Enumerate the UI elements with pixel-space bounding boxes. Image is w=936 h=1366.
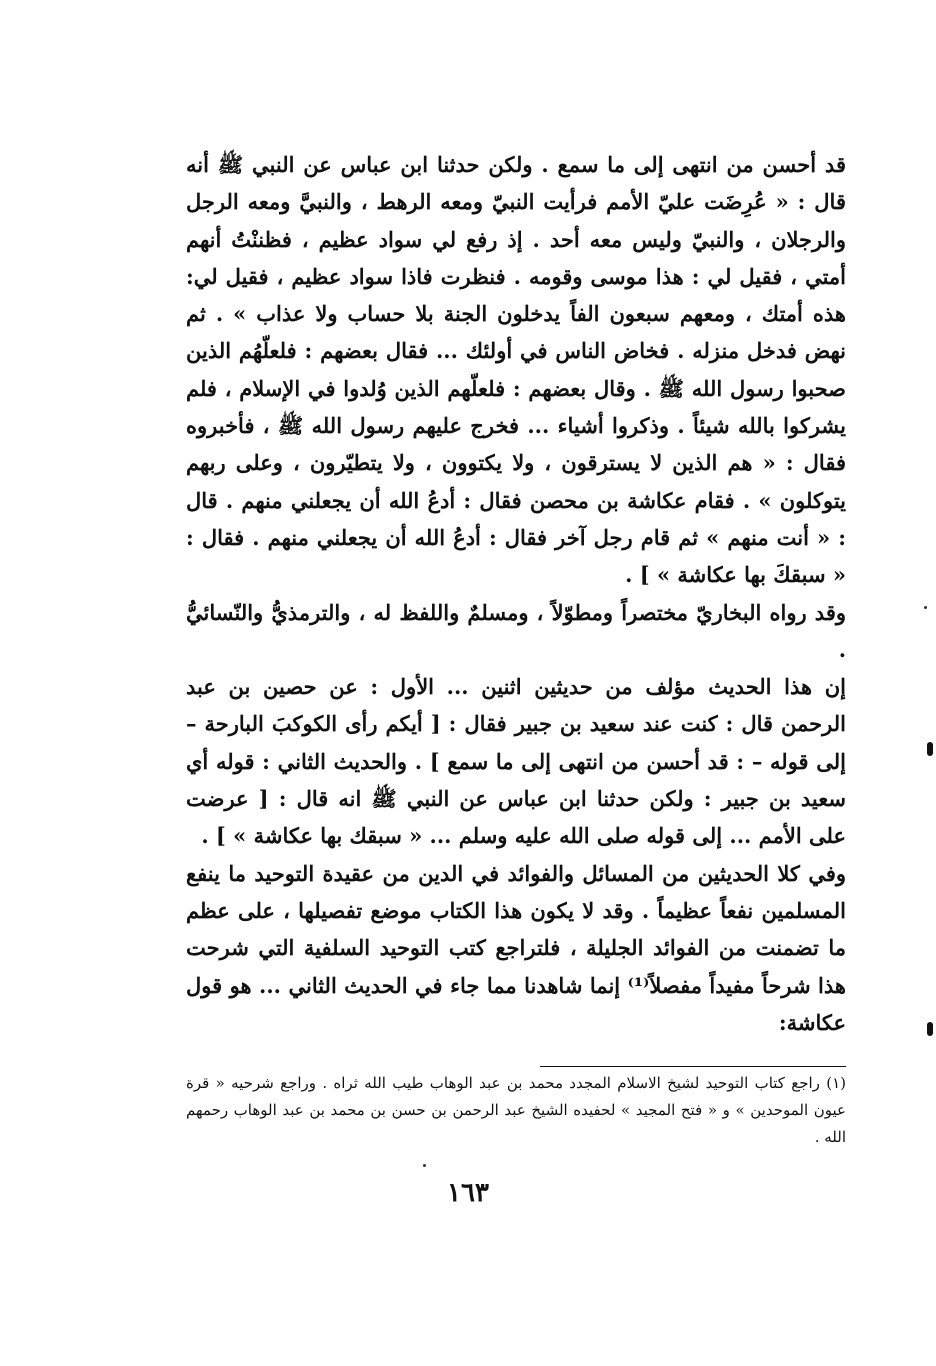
footnote-separator <box>540 1066 846 1067</box>
scan-speck <box>924 606 927 609</box>
paragraph-hadith-composition: إن هذا الحديث مؤلف من حديثين اثنين ... الأول : عن حصين بن عبد الرحمن قال : كنت عند سعيد بن جبير فقال : [ أيكم رأى الكوكبَ البارحة – إلى قوله – : قد أحسن من انتهى إلى ما سمع ] . والحديث الثاني : قوله أي سعيد بن جبير : ولكن حدثنا ابن عباس عن النبي ﷺ انه قال : [ عرضت على الأمم ... إلى قوله صلى الله عليه وسلم ... « سبقك بها عكاشة » ] . <box>186 674 846 849</box>
main-text-body <box>186 146 846 1041</box>
margin-mark-top <box>927 742 933 756</box>
paragraph-benefits: وفي كلا الحديثين من المسائل والفوائد في الدين من عقيدة التوحيد ما ينفع المسلمين نفعاً عظيماً . وقد لا يكون هذا الكتاب موضع تفصيلها ، على عظم ما تضمنت من الفوائد الجليلة ، فلتراجع كتب التوحيد السلفية التي شرحت هذا شرحاً مفيداً مفصلاً⁽¹⁾ إنما شاهدنا مما جاء في الحديث الثاني ... هو قول عكاشة: <box>186 860 846 1035</box>
paragraph-narration-sources: وقد رواه البخاريّ مختصراً ومطوّلاً ، ومسلمٌ واللفظ له ، والترمذيُّ والنّسائيُّ . <box>186 599 846 662</box>
scan-speck <box>423 1164 426 1167</box>
paragraph-hadith: قد أحسن من انتهى إلى ما سمع . ولكن حدثنا ابن عباس عن النبي ﷺ أنه قال : « عُرِضَت عليّ الأمم فرأيت النبيّ ومعه الرهط ، والنبيَّ ومعه الرجل والرجلان ، والنبيّ وليس معه أحد . إذ رفع لي سواد عظيم ، فظننْتُ أنهم أمتي ، فقيل لي : هذا موسى وقومه . فنظرت فاذا سواد عظيم ، فقيل لي: هذه أمتك ، ومعهم سبعون الفاً يدخلون الجنة بلا حساب ولا عذاب » . ثم نهض فدخل منزله . فخاض الناس في أولئك ... فقال بعضهم : فلعلّهُم الذين صحبوا رسول الله ﷺ . وقال بعضهم : فلعلّهم الذين وُلدوا في الإسلام ، فلم يشركوا بالله شيئاً . وذكروا أشياء ... فخرج عليهم رسول الله ﷺ ، فأخبروه فقال : « هم الذين لا يسترقون ، ولا يكتوون ، ولا يتطيّرون ، وعلى ربهم يتوكلون » . فقام عكاشة بن محصن فقال : أدعُ الله أن يجعلني منهم . قال : « أنت منهم » ثم قام رجل آخر فقال : أدعُ الله أن يجعلني منهم . فقال : « سبقكَ بها عكاشة » ] . <box>186 152 846 588</box>
margin-mark-bottom <box>927 1022 933 1036</box>
footnote: (١) راجع كتاب التوحيد لشيخ الاسلام المجدد محمد بن عبد الوهاب طيب الله ثراه . وراجع شرحيه « قرة عيون الموحدين » و « فتح المجيد » لحفيده الشيخ عبد الرحمن بن حسن بن محمد بن عبد الوهاب رحمهم الله . <box>186 1074 846 1146</box>
page-number: ١٦٣ <box>447 1178 489 1208</box>
